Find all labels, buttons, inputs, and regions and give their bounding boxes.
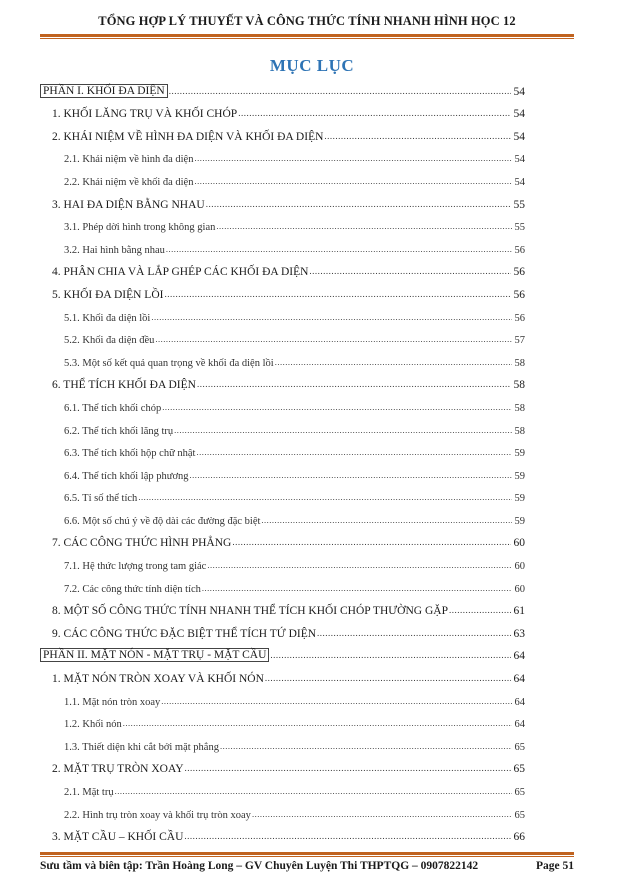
- toc-entry[interactable]: [40, 775, 525, 798]
- toc-entry[interactable]: [40, 414, 525, 437]
- toc-entry-label: 2.1. Khái niệm về hình đa diện: [64, 154, 194, 166]
- toc-entry-label: 5.2. Khối đa diện đều: [64, 335, 155, 347]
- toc-entry-page: 54: [513, 85, 525, 98]
- toc-entry-label: 2. KHÁI NIỆM VỀ HÌNH ĐA DIỆN VÀ KHỐI ĐA DIỆN: [52, 130, 324, 143]
- toc-leader-dots: [202, 582, 512, 595]
- toc-leader-dots: [238, 107, 510, 120]
- toc-entry-label: 6.2. Thể tích khối lăng trụ: [64, 425, 174, 437]
- toc-entry-label: 3. MẶT CẦU – KHỐI CẦU: [52, 831, 184, 844]
- toc-entry-label: 6.5. Tỉ số thể tích: [64, 493, 138, 505]
- toc-leader-dots: [275, 356, 512, 369]
- toc-entry[interactable]: [40, 708, 525, 731]
- toc-entry-page: 65: [514, 787, 525, 798]
- toc-entry-page: 59: [514, 515, 525, 527]
- toc-entry-page: 59: [514, 493, 525, 505]
- toc-entry-page: 57: [514, 335, 525, 347]
- toc-leader-dots: [123, 717, 512, 730]
- toc-entry-page: 66: [513, 831, 525, 844]
- toc-entry-page: 60: [514, 561, 525, 573]
- toc-entry-page: 60: [514, 583, 525, 595]
- toc-entry-label: 1.1. Mặt nón tròn xoay: [64, 696, 161, 708]
- toc-entry-label: 7. CÁC CÔNG THỨC HÌNH PHẲNG: [52, 537, 232, 550]
- toc-entry[interactable]: [40, 324, 525, 347]
- toc-entry[interactable]: [40, 730, 525, 753]
- toc-entry[interactable]: [40, 437, 525, 460]
- toc-entry-label: 3.1. Phép dời hình trong không gian: [64, 222, 216, 234]
- toc-entry[interactable]: [40, 482, 525, 505]
- toc-entry-label: 2.1. Mặt trụ: [64, 787, 114, 798]
- toc-entry-page: 56: [514, 312, 525, 324]
- toc-leader-dots: [196, 446, 511, 459]
- page-footer: [40, 860, 574, 872]
- toc-entry-page: 56: [513, 288, 525, 301]
- toc-entry-label: 2.2. Hình trụ tròn xoay và khối trụ tròn xoay: [64, 809, 251, 821]
- toc-leader-dots: [169, 85, 511, 98]
- toc-entry-label: 6. THỂ TÍCH KHỐI ĐA DIỆN: [52, 379, 196, 392]
- toc-entry-label: 4. PHÂN CHIA VÀ LẮP GHÉP CÁC KHỐI ĐA DIỆN: [52, 266, 309, 279]
- toc-entry[interactable]: [40, 278, 525, 301]
- toc-leader-dots: [324, 130, 510, 143]
- toc-entry[interactable]: [40, 459, 525, 482]
- toc-leader-dots: [162, 401, 511, 414]
- toc-entry-label: 1. MẶT NÓN TRÒN XOAY VÀ KHỐI NÓN: [52, 673, 264, 686]
- toc-entry-label: PHẦN II. MẶT NÓN - MẶT TRỤ - MẶT CẦU: [40, 648, 269, 662]
- toc-entry[interactable]: [40, 346, 525, 369]
- toc-leader-dots: [317, 627, 510, 640]
- toc-entry-label: 2. MẶT TRỤ TRÒN XOAY: [52, 763, 184, 776]
- toc-leader-dots: [184, 830, 510, 843]
- toc-entry-label: 3.2. Hai hình bằng nhau: [64, 244, 165, 256]
- toc-entry[interactable]: [40, 301, 525, 324]
- toc-entry-page: 58: [514, 357, 525, 369]
- toc-entry[interactable]: [40, 369, 525, 392]
- toc-entry[interactable]: [40, 98, 525, 121]
- toc-entry-label: 7.1. Hệ thức lượng trong tam giác: [64, 561, 207, 573]
- toc-entry[interactable]: [40, 75, 525, 98]
- toc-entry-page: 56: [513, 266, 525, 279]
- toc-leader-dots: [206, 198, 511, 211]
- toc-leader-dots: [166, 243, 512, 256]
- toc-entry-label: 6.3. Thể tích khối hộp chữ nhật: [64, 448, 196, 460]
- toc-entry-page: 55: [513, 198, 525, 211]
- header-rule: [40, 34, 574, 37]
- toc-entry[interactable]: [40, 572, 525, 595]
- toc-entry[interactable]: [40, 256, 525, 279]
- toc-leader-dots: [174, 424, 511, 437]
- toc-leader-dots: [232, 536, 510, 549]
- toc-entry[interactable]: [40, 211, 525, 234]
- header-rule-thin: [40, 38, 574, 39]
- toc-entry[interactable]: [40, 798, 525, 821]
- toc-entry-label: 5. KHỐI ĐA DIỆN LỒI: [52, 288, 164, 301]
- toc-leader-dots: [190, 469, 512, 482]
- toc-leader-dots: [270, 649, 510, 662]
- toc-leader-dots: [265, 672, 511, 685]
- toc-entry-label: 1. KHỐI LĂNG TRỤ VÀ KHỐI CHÓP: [52, 108, 238, 121]
- toc-title: MỤC LỤC: [269, 56, 355, 75]
- toc-entry-page: 65: [513, 763, 525, 776]
- toc-entry-page: 54: [513, 108, 525, 121]
- toc-entry-label: 5.1. Khối đa diện lồi: [64, 312, 151, 324]
- toc-leader-dots: [138, 491, 511, 504]
- toc-entry-page: 54: [513, 130, 525, 143]
- toc-leader-dots: [449, 604, 511, 617]
- table-of-contents: [40, 75, 525, 843]
- toc-entry[interactable]: [40, 143, 525, 166]
- toc-entry[interactable]: [40, 685, 525, 708]
- toc-entry-page: 65: [514, 741, 525, 753]
- toc-entry-label: 9. CÁC CÔNG THỨC ĐẶC BIỆT THỂ TÍCH TỨ DIỆN: [52, 627, 317, 640]
- toc-leader-dots: [220, 740, 512, 753]
- toc-entry-label: 6.4. Thể tích khối lập phương: [64, 470, 189, 482]
- toc-entry-page: 55: [514, 222, 525, 234]
- toc-entry[interactable]: [40, 188, 525, 211]
- toc-entry-label: 2.2. Khái niệm về khối đa diện: [64, 176, 194, 188]
- toc-entry[interactable]: [40, 165, 525, 188]
- toc-entry[interactable]: [40, 753, 525, 776]
- toc-entry-page: 64: [513, 650, 525, 663]
- toc-entry[interactable]: [40, 504, 525, 527]
- toc-entry-label: 7.2. Các công thức tính diện tích: [64, 583, 201, 595]
- toc-entry[interactable]: [40, 233, 525, 256]
- toc-entry-page: 59: [514, 448, 525, 460]
- toc-entry[interactable]: [40, 595, 525, 618]
- toc-leader-dots: [164, 288, 510, 301]
- toc-leader-dots: [252, 808, 512, 821]
- toc-entry[interactable]: [40, 640, 525, 663]
- toc-entry-label: 6.6. Một số chú ý về độ dài các đường đặc biệt: [64, 515, 261, 527]
- toc-entry-page: 64: [513, 673, 525, 686]
- footer-credit: Sưu tầm và biên tập: Trần Hoàng Long – GV Chuyên Luyện Thi THPTQG – 0907822142: [40, 860, 479, 872]
- toc-entry-label: 8. MỘT SỐ CÔNG THỨC TÍNH NHANH THỂ TÍCH KHỐI CHÓP THƯỜNG GẶP: [52, 605, 448, 618]
- toc-entry-page: 58: [513, 379, 525, 392]
- toc-entry-page: 63: [513, 627, 525, 640]
- toc-entry-label: 5.3. Một số kết quả quan trọng về khối đa diện lồi: [64, 357, 274, 369]
- toc-entry-label: PHẦN I. KHỐI ĐA DIỆN: [40, 84, 168, 98]
- toc-entry-page: 64: [514, 719, 525, 731]
- toc-entry-page: 64: [514, 696, 525, 708]
- toc-leader-dots: [161, 695, 511, 708]
- toc-entry-page: 61: [513, 605, 525, 618]
- toc-leader-dots: [151, 311, 511, 324]
- footer-rule: [40, 852, 574, 855]
- toc-leader-dots: [207, 559, 511, 572]
- toc-leader-dots: [185, 762, 511, 775]
- toc-leader-dots: [261, 514, 511, 527]
- toc-entry-page: 58: [514, 402, 525, 414]
- toc-leader-dots: [309, 265, 510, 278]
- toc-entry[interactable]: [40, 821, 525, 844]
- toc-leader-dots: [194, 152, 511, 165]
- toc-entry[interactable]: [40, 391, 525, 414]
- toc-leader-dots: [197, 378, 511, 391]
- toc-entry-label: 1.3. Thiết diện khi cắt bởi mặt phẳng: [64, 741, 219, 753]
- toc-entry-label: 1.2. Khối nón: [64, 719, 122, 731]
- toc-entry-page: 60: [513, 537, 525, 550]
- toc-entry[interactable]: [40, 527, 525, 550]
- toc-leader-dots: [216, 220, 511, 233]
- toc-entry-label: 3. HAI ĐA DIỆN BẰNG NHAU: [52, 198, 205, 211]
- toc-entry-label: 6.1. Thể tích khối chóp: [64, 402, 162, 414]
- toc-leader-dots: [115, 785, 512, 798]
- toc-entry[interactable]: [40, 617, 525, 640]
- toc-entry-page: 65: [514, 809, 525, 821]
- footer-rule-thin: [40, 856, 574, 857]
- page-header: TỔNG HỢP LÝ THUYẾT VÀ CÔNG THỨC TÍNH NHANH HÌNH HỌC 12: [98, 14, 516, 28]
- footer-page-number: Page 51: [535, 860, 574, 872]
- toc-entry[interactable]: [40, 549, 525, 572]
- toc-entry-page: 56: [514, 244, 525, 256]
- toc-entry-page: 54: [514, 176, 525, 188]
- toc-entry[interactable]: [40, 120, 525, 143]
- toc-entry[interactable]: [40, 662, 525, 685]
- toc-leader-dots: [194, 175, 511, 188]
- toc-entry-page: 59: [514, 470, 525, 482]
- toc-entry-page: 58: [514, 425, 525, 437]
- toc-entry-page: 54: [514, 154, 525, 166]
- toc-leader-dots: [155, 333, 511, 346]
